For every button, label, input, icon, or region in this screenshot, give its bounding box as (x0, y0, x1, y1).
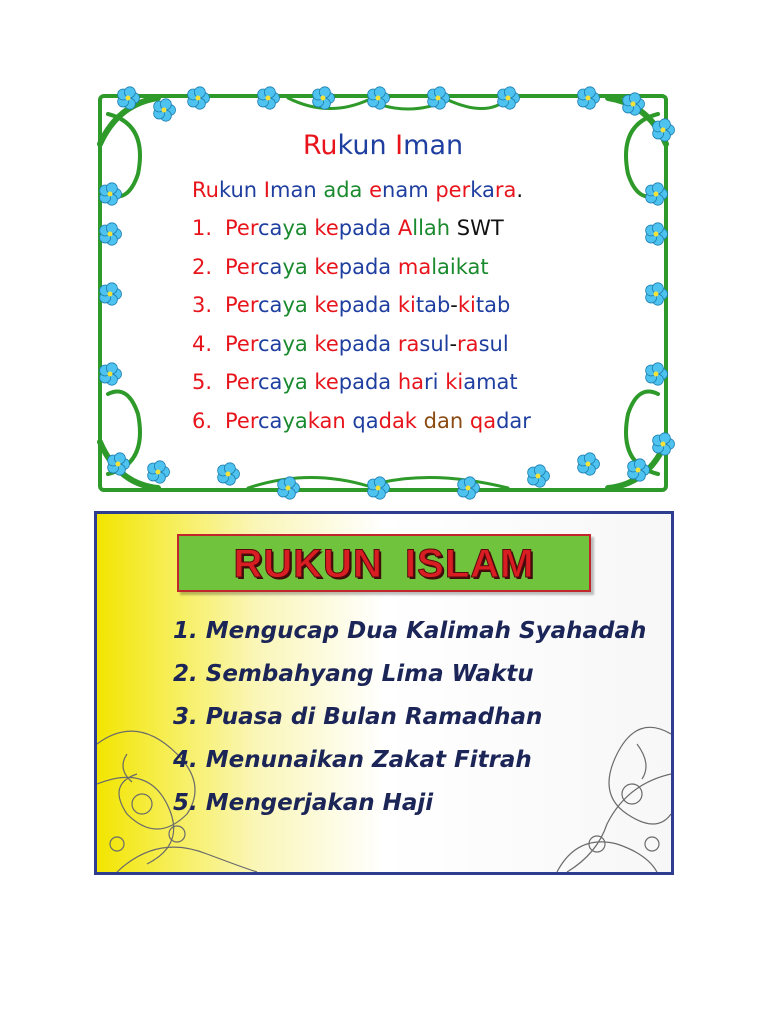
rukun-islam-item-2: 2. Sembahyang Lima Waktu (173, 661, 534, 687)
rukun-islam-item-5: 5. Mengerjakan Haji (173, 790, 434, 816)
blue-flower-icon (100, 283, 122, 305)
blue-flower-icon (154, 99, 176, 121)
rukun-iman-item-3: 3. Percaya kepada kitab-kitab (192, 293, 511, 317)
blue-flower-icon (313, 87, 335, 109)
blue-flower-icon (278, 477, 300, 499)
rukun-islam-item-1: 1. Mengucap Dua Kalimah Syahadah (173, 618, 647, 644)
blue-flower-icon (498, 87, 520, 109)
blue-flower-icon (428, 87, 450, 109)
blue-flower-icon (653, 433, 675, 455)
blue-flower-icon (578, 453, 600, 475)
blue-flower-icon (148, 461, 170, 483)
blue-flower-icon (578, 87, 600, 109)
rukun-iman-card (88, 84, 678, 502)
blue-flower-icon (528, 465, 550, 487)
rukun-iman-title: Rukun Iman (302, 130, 464, 161)
rukun-islam-item-3: 3. Puasa di Bulan Ramadhan (173, 704, 543, 730)
blue-flower-icon (628, 459, 650, 481)
blue-flower-icon (100, 183, 122, 205)
rukun-iman-item-6: 6. Percayakan qadak dan qadar (192, 408, 531, 433)
rukun-iman-intro: Rukun Iman ada enam perkara. (192, 178, 524, 202)
rukun-iman-item-1: 1. Percaya kepada Allah SWT (192, 216, 504, 240)
rukun-islam-card (94, 511, 674, 875)
blue-flower-icon (100, 223, 122, 245)
blue-flower-icon (100, 363, 122, 385)
rukun-iman-item-4: 4. Percaya kepada rasul-rasul (192, 331, 509, 356)
rukun-iman-item-2: 2. Percaya kepada malaikat (192, 254, 489, 279)
rukun-islam-title-box (177, 534, 591, 592)
blue-flower-icon (188, 87, 210, 109)
rukun-islam-title: RUKUN ISLAM (233, 542, 535, 586)
rukun-islam-item-4: 4. Menunaikan Zakat Fitrah (173, 747, 532, 773)
blue-flower-icon (218, 463, 240, 485)
blue-flower-icon (258, 87, 280, 109)
rukun-iman-item-5: 5. Percaya kepada hari kiamat (192, 370, 518, 394)
blue-flower-icon (108, 453, 130, 475)
